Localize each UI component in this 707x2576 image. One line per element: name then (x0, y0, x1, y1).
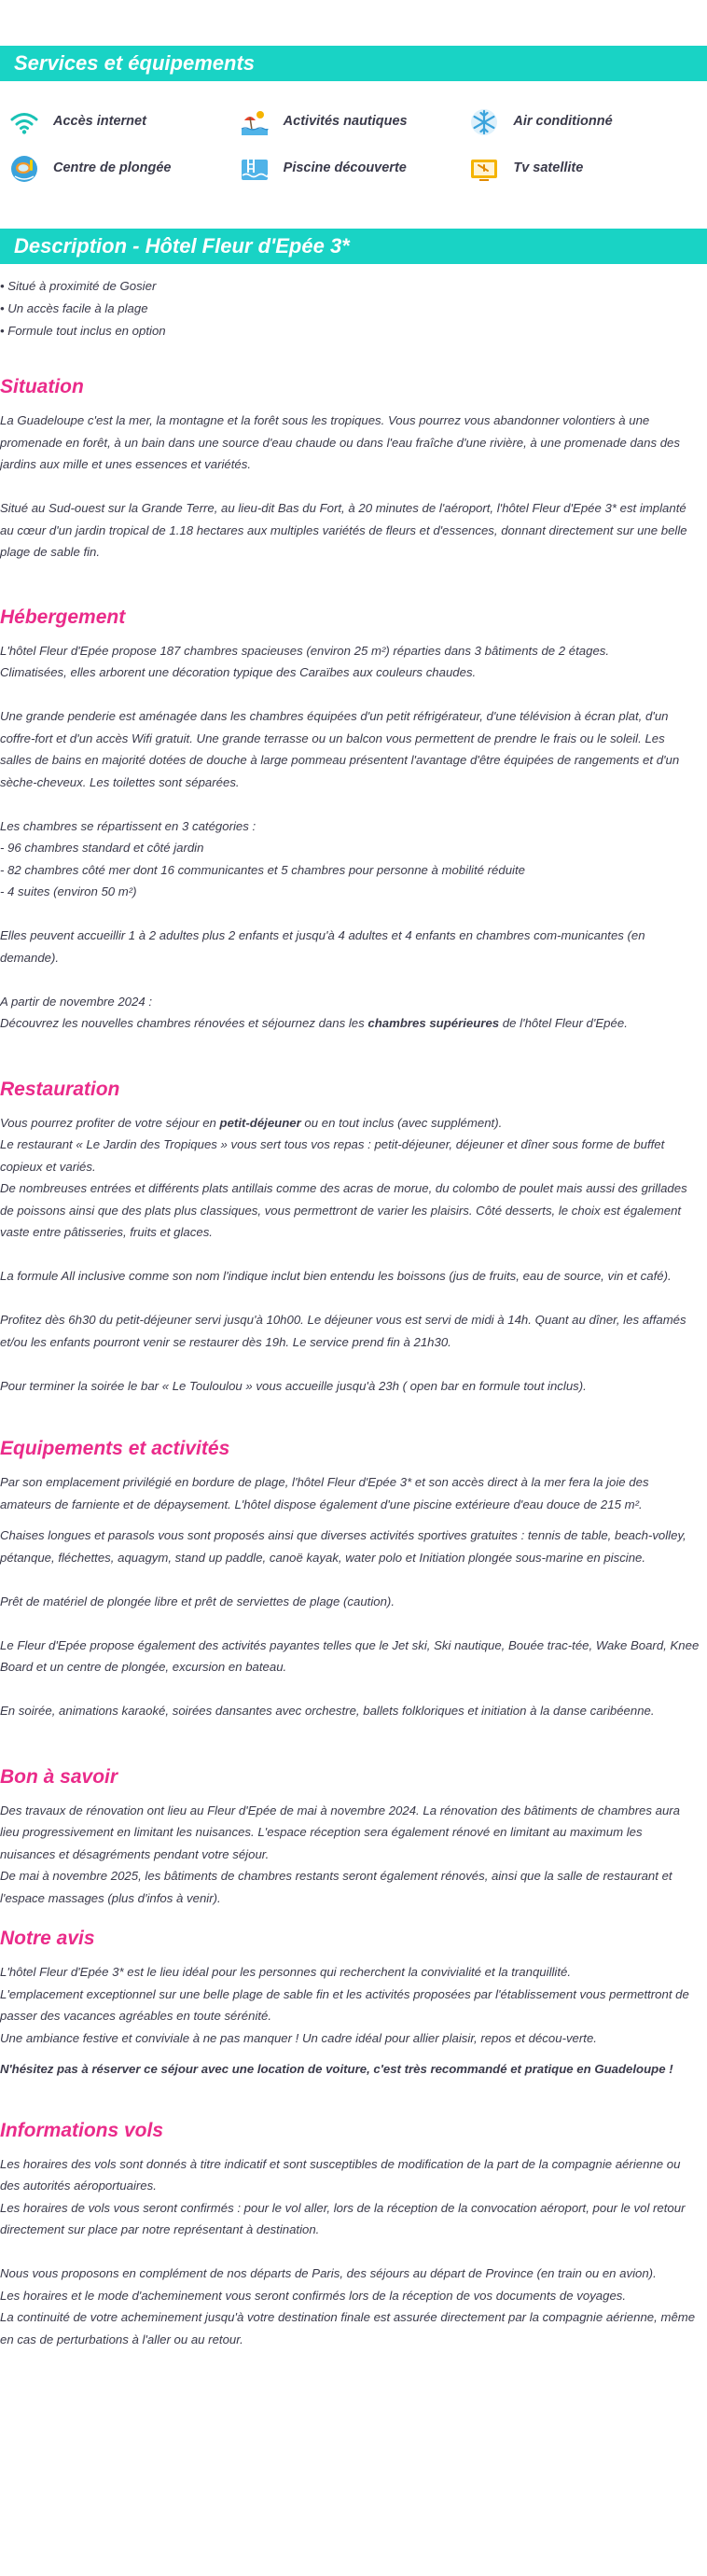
paragraph: L'emplacement exceptionnel sur une belle plage de sable fin et les activités proposées par l'établissement vous permettront de passer des vacances agréables en toute sérénité. (0, 1986, 689, 2023)
equipment-item-plongee (9, 154, 240, 184)
section-heading-equipements: Equipements et activités (0, 1438, 230, 1459)
equipment-label: Tv satellite (513, 160, 584, 176)
paragraph: Le Fleur d'Epée propose également des activités payantes telles que le Jet ski, Ski nautique, Bouée trac-tée, Wake Board, Knee Board et un centre de plongée, excursion en bateau. (0, 1637, 700, 1674)
paragraph: Situé au Sud-ouest sur la Grande Terre, au lieu-dit Bas du Fort, à 20 minutes de l'aéroport, l'hôtel Fleur d'Epée 3* est implanté au cœur d'un jardin tropical de 1.18 hectares aux multiples variétés de fleurs et d'essences, donnant directement sur une belle plage de sable fin. (0, 501, 687, 559)
paragraph: Chaises longues et parasols vous sont proposés ainsi que diverses activités sportives gratuites : tennis de table, beach-volley, pétanque, fléchettes, aquagym, stand up paddle, canoë kayak, water polo et Initiation plongée sous-marine en piscine. (0, 1528, 686, 1565)
equipment-item-internet (9, 107, 240, 137)
equipment-item-clim (469, 107, 700, 137)
tv-icon (469, 154, 499, 184)
text-fragment: ou en tout inclus (avec supplément). (300, 1115, 503, 1130)
list-item: • Formule tout inclus en option (0, 324, 166, 338)
section-heading-bon-a-savoir: Bon à savoir (0, 1765, 118, 1788)
diving-icon (9, 154, 39, 184)
equipment-label: Air conditionné (513, 114, 613, 130)
pool-icon (240, 154, 270, 184)
section-heading-notre-avis: Notre avis (0, 1928, 95, 1949)
equipment-item-piscine (240, 154, 470, 184)
description-title: Description - Hôtel Fleur d'Epée 3* (14, 234, 350, 258)
paragraph: Pour terminer la soirée le bar « Le Touloulou » vous accueille jusqu'à 23h ( open bar en formule tout inclus). (0, 1378, 587, 1393)
equipment-row (9, 99, 700, 146)
section-heading-informations-vols: Informations vols (0, 2119, 164, 2141)
highlight-text: N'hésitez pas à réserver ce séjour avec une location de voiture, c'est très recommandé et pratique en Guadeloupe ! (0, 2062, 673, 2076)
list-item: - 4 suites (environ 50 m²) (0, 884, 137, 898)
paragraph: Les chambres se répartissent en 3 catégories : (0, 818, 256, 833)
beach-icon (240, 107, 270, 137)
list-item: - 82 chambres côté mer dont 16 communicantes et 5 chambres pour personne à mobilité réduite (0, 862, 525, 877)
highlight-text: petit-déjeuner (219, 1115, 301, 1130)
paragraph: Le restaurant « Le Jardin des Tropiques » vous sert tous vos repas : petit-déjeuner, déjeuner et dîner sous forme de buffet copieux et variés. (0, 1137, 665, 1174)
paragraph: Une grande penderie est aménagée dans les chambres équipées d'un petit réfrigérateur, d'une télévision à écran plat, d'un coffre-fort et d'un accès Wifi gratuit. Une grande terrasse ou un balcon vous permettent de prendre le frais ou le soleil. Les salles de bains en majorité dotées de douche à large pommeau présentent l'avantage d'être équipées de rangements et d'un sèche-cheveux. Les toilettes sont séparées. (0, 709, 680, 789)
paragraph: Les horaires des vols sont donnés à titre indicatif et sont susceptibles de modification de la part de la compagnie aérienne ou des autorités aéroportuaires. (0, 2156, 681, 2193)
section-heading-restauration: Restauration (0, 1078, 120, 1100)
paragraph: Une ambiance festive et conviviale à ne pas manquer ! Un cadre idéal pour allier plaisir, repos et décou-verte. (0, 2030, 597, 2045)
list-item: • Situé à proximité de Gosier (0, 279, 157, 293)
equipment-label: Accès internet (53, 114, 146, 130)
equipment-grid (9, 99, 700, 192)
paragraph: L'hôtel Fleur d'Epée propose 187 chambres spacieuses (environ 25 m²) réparties dans 3 bâtiments de 2 étages. (0, 643, 610, 658)
paragraph: Des travaux de rénovation ont lieu au Fleur d'Epée de mai à novembre 2024. La rénovation des bâtiments de chambres aura lieu progressivement en limitant les nuisances. L'espace réception sera également rénové en limitant au maximum les nuisances et désagréments pendant votre séjour. (0, 1803, 681, 1861)
paragraph: De mai à novembre 2025, les bâtiments de chambres restants seront également rénovés, ainsi que la salle de restaurant et l'espace massages (plus d'infos à venir). (0, 1869, 672, 1905)
list-item: • Un accès facile à la plage (0, 301, 148, 315)
paragraph: La Guadeloupe c'est la mer, la montagne et la forêt sous les tropiques. Vous pourrez vous abandonner volontiers à une promenade en forêt, à un bain dans une source d'eau chaude ou dans l'eau fraîche d'une rivière, à une promenade dans des jardins aux mille et unes essences et variétés. (0, 413, 680, 471)
highlight-text: chambres supérieures (367, 1016, 500, 1030)
wifi-icon (9, 107, 39, 137)
paragraph: De nombreuses entrées et différents plats antillais comme des acras de morue, du colombo de poulet mais aussi des grillades de poissons ainsi que des plats plus classiques, vous permettront de varier les plaisirs. Côté desserts, le choix est également vaste entre pâtisseries, fruits et glaces. (0, 1181, 687, 1239)
paragraph: Nous vous proposons en complément de nos départs de Paris, des séjours au départ de Province (en train ou en avion). (0, 2266, 657, 2280)
equipment-item-tv (469, 154, 700, 184)
description-content (0, 275, 700, 2350)
paragraph: Climatisées, elles arborent une décoration typique des Caraïbes aux couleurs chaudes. (0, 665, 477, 679)
section-heading-hebergement: Hébergement (0, 606, 126, 628)
paragraph: Les horaires et le mode d'acheminement vous seront confirmés lors de la réception de vos documents de voyages. (0, 2288, 627, 2303)
text-fragment: Vous pourrez profiter de votre séjour en (0, 1115, 220, 1130)
services-banner (0, 46, 707, 81)
hebergement-text (0, 640, 700, 1035)
equipment-label: Centre de plongée (53, 160, 172, 176)
snowflake-icon (469, 107, 499, 137)
highlights-list (0, 275, 700, 342)
situation-text (0, 410, 700, 564)
list-item: - 96 chambres standard et côté jardin (0, 841, 204, 855)
paragraph (0, 2058, 700, 2081)
paragraph: En soirée, animations karaoké, soirées dansantes avec orchestre, ballets folkloriques et initiation à la danse caribéenne. (0, 1704, 655, 1718)
restauration-text (0, 1112, 700, 1398)
notre-avis-text (0, 1961, 700, 2081)
equipements-text (0, 1471, 700, 1722)
services-title: Services et équipements (14, 51, 256, 75)
paragraph: Les horaires de vols vous seront confirmés : pour le vol aller, lors de la réception de la convocation aéroport, pour le vol retour directement sur place par notre représentant à destination. (0, 2200, 686, 2236)
paragraph: Elles peuvent accueillir 1 à 2 adultes plus 2 enfants et jusqu'à 4 adultes et 4 enfants en chambres com-municantes (en demande). (0, 928, 645, 965)
bon-a-savoir-text (0, 1800, 700, 1910)
paragraph (0, 1012, 700, 1035)
description-banner (0, 229, 707, 264)
section-heading-situation: Situation (0, 376, 84, 397)
paragraph: Par son emplacement privilégié en bordure de plage, l'hôtel Fleur d'Epée 3* et son accès direct à la mer fera la joie des amateurs de farniente et de dépaysement. L'hôtel dispose également d'une piscine extérieure d'eau douce de 215 m². (0, 1475, 649, 1511)
paragraph: Prêt de matériel de plongée libre et prêt de serviettes de plage (caution). (0, 1594, 395, 1608)
text-fragment: de l'hôtel Fleur d'Epée. (499, 1016, 628, 1030)
text-fragment: Découvrez les nouvelles chambres rénovées et séjournez dans les (0, 1016, 368, 1030)
paragraph: La continuité de votre acheminement jusqu'à votre destination finale est assurée directement par la compagnie aérienne, même en cas de perturbations à l'aller ou au retour. (0, 2310, 696, 2346)
equipment-item-nautique (240, 107, 470, 137)
equipment-label: Activités nautiques (283, 114, 408, 130)
paragraph: La formule All inclusive comme son nom l'indique inclut bien entendu les boissons (jus de fruits, eau de source, vin et café). (0, 1269, 672, 1283)
informations-vols-text (0, 2153, 700, 2351)
paragraph (0, 1112, 700, 1135)
paragraph: Profitez dès 6h30 du petit-déjeuner servi jusqu'à 10h00. Le déjeuner vous est servi de midi à 14h. Quant au dîner, les affamés et/ou les enfants pourront venir se restaurer dès 19h. Le service prend fin à 21h30. (0, 1313, 686, 1349)
equipment-row (9, 146, 700, 192)
equipment-label: Piscine découverte (283, 160, 407, 176)
paragraph: A partir de novembre 2024 : (0, 994, 152, 1009)
paragraph: L'hôtel Fleur d'Epée 3* est le lieu idéal pour les personnes qui recherchent la convivialité et la tranquillité. (0, 1965, 572, 1979)
